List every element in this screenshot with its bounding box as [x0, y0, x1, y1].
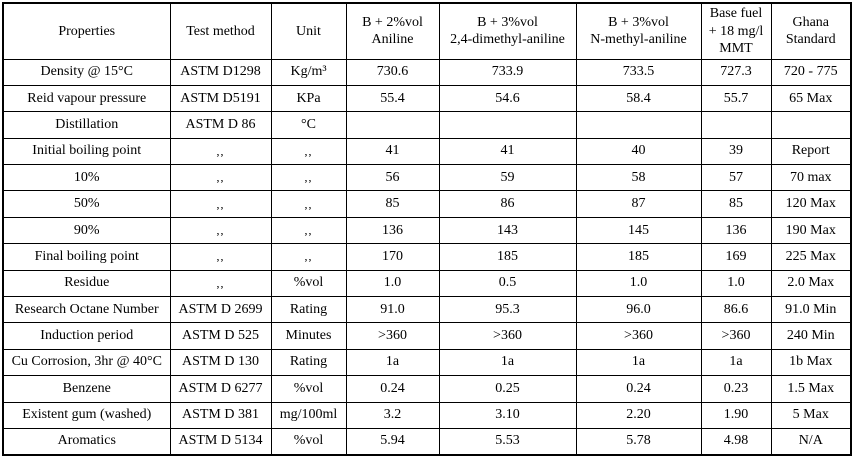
- table-cell: °C: [271, 112, 346, 138]
- table-cell: >360: [576, 323, 701, 349]
- table-cell: ,,: [170, 270, 271, 296]
- table-cell: [346, 112, 439, 138]
- table-cell: 85: [701, 191, 771, 217]
- table-row: [3, 85, 851, 111]
- table-cell: ,,: [271, 217, 346, 243]
- table-cell: Research Octane Number: [3, 297, 170, 323]
- column-header-line: 2,4-dimethyl-aniline: [450, 32, 565, 48]
- table-cell: 4.98: [701, 428, 771, 455]
- column-header: [439, 3, 576, 59]
- column-header-line: B + 3%vol: [477, 14, 538, 30]
- table-cell: %vol: [271, 270, 346, 296]
- table-cell: Distillation: [3, 112, 170, 138]
- table-cell: 136: [701, 217, 771, 243]
- column-header-line: B + 3%vol: [608, 14, 669, 30]
- table-cell: [576, 112, 701, 138]
- table-cell: Reid vapour pressure: [3, 85, 170, 111]
- table-cell: 56: [346, 165, 439, 191]
- table-cell: 65 Max: [771, 85, 851, 111]
- table-cell: 96.0: [576, 297, 701, 323]
- column-header: [271, 3, 346, 59]
- column-header-line: + 18 mg/l: [708, 23, 764, 39]
- table-cell: 5.94: [346, 428, 439, 455]
- table-cell: %vol: [271, 376, 346, 402]
- table-cell: ASTM D 6277: [170, 376, 271, 402]
- table-cell: 190 Max: [771, 217, 851, 243]
- table-cell: 733.5: [576, 59, 701, 85]
- table-cell: 1.0: [346, 270, 439, 296]
- table-cell: 730.6: [346, 59, 439, 85]
- column-header-line: Properties: [58, 23, 116, 39]
- table-cell: 1.5 Max: [771, 376, 851, 402]
- table-row: [3, 376, 851, 402]
- table-cell: Residue: [3, 270, 170, 296]
- table-cell: Aromatics: [3, 428, 170, 455]
- table-cell: ASTM D 130: [170, 349, 271, 375]
- column-header-line: Ghana: [792, 14, 830, 30]
- table-cell: 55.4: [346, 85, 439, 111]
- table-cell: %vol: [271, 428, 346, 455]
- table-cell: N/A: [771, 428, 851, 455]
- table-cell: 91.0 Min: [771, 297, 851, 323]
- table-cell: 90%: [3, 217, 170, 243]
- table-cell: 5.53: [439, 428, 576, 455]
- table-cell: ASTM D 525: [170, 323, 271, 349]
- table-cell: ASTM D1298: [170, 59, 271, 85]
- table-cell: Kg/m³: [271, 59, 346, 85]
- table-cell: ,,: [271, 244, 346, 270]
- table-row: [3, 165, 851, 191]
- table-cell: 225 Max: [771, 244, 851, 270]
- table-cell: Benzene: [3, 376, 170, 402]
- table-cell: 59: [439, 165, 576, 191]
- table-row: [3, 244, 851, 270]
- table-cell: 86: [439, 191, 576, 217]
- table-cell: 185: [576, 244, 701, 270]
- table-cell: 169: [701, 244, 771, 270]
- table-row: [3, 270, 851, 296]
- table-cell: 136: [346, 217, 439, 243]
- table-cell: 1b Max: [771, 349, 851, 375]
- table-cell: 0.5: [439, 270, 576, 296]
- table-cell: 86.6: [701, 297, 771, 323]
- table-cell: ,,: [170, 138, 271, 164]
- table-row: [3, 349, 851, 375]
- table-cell: 1a: [439, 349, 576, 375]
- table-cell: ASTM D 5134: [170, 428, 271, 455]
- table-cell: ASTM D5191: [170, 85, 271, 111]
- table-row: [3, 138, 851, 164]
- table-cell: Existent gum (washed): [3, 402, 170, 428]
- table-cell: 91.0: [346, 297, 439, 323]
- table-cell: 1a: [346, 349, 439, 375]
- table-cell: 3.10: [439, 402, 576, 428]
- table-cell: 40: [576, 138, 701, 164]
- table-cell: 1.90: [701, 402, 771, 428]
- column-header-line: Test method: [186, 23, 255, 39]
- column-header-line: B + 2%vol: [362, 14, 423, 30]
- table-cell: ,,: [271, 138, 346, 164]
- column-header-line: N-methyl-aniline: [590, 32, 687, 48]
- table-row: [3, 191, 851, 217]
- table-cell: KPa: [271, 85, 346, 111]
- table-cell: 5.78: [576, 428, 701, 455]
- table-cell: 5 Max: [771, 402, 851, 428]
- table-cell: Initial boiling point: [3, 138, 170, 164]
- table-cell: Report: [771, 138, 851, 164]
- table-cell: ,,: [170, 165, 271, 191]
- column-header-line: Aniline: [371, 32, 414, 48]
- table-cell: 3.2: [346, 402, 439, 428]
- fuel-properties-table: [2, 2, 852, 456]
- table-cell: >360: [346, 323, 439, 349]
- table-cell: 54.6: [439, 85, 576, 111]
- column-header-line: Unit: [296, 23, 321, 39]
- table-cell: [771, 112, 851, 138]
- table-cell: ,,: [170, 191, 271, 217]
- table-row: [3, 402, 851, 428]
- table-cell: 240 Min: [771, 323, 851, 349]
- table-cell: 120 Max: [771, 191, 851, 217]
- table-cell: Minutes: [271, 323, 346, 349]
- table-row: [3, 323, 851, 349]
- table-cell: 145: [576, 217, 701, 243]
- table-cell: 41: [439, 138, 576, 164]
- table-cell: 1.0: [701, 270, 771, 296]
- table-cell: 95.3: [439, 297, 576, 323]
- table-cell: 85: [346, 191, 439, 217]
- table-row: [3, 217, 851, 243]
- table-cell: 720 - 775: [771, 59, 851, 85]
- table-cell: Density @ 15°C: [3, 59, 170, 85]
- table-cell: 185: [439, 244, 576, 270]
- table-cell: 2.0 Max: [771, 270, 851, 296]
- table-cell: ,,: [271, 191, 346, 217]
- table-cell: Induction period: [3, 323, 170, 349]
- table-cell: 70 max: [771, 165, 851, 191]
- table-cell: 39: [701, 138, 771, 164]
- table-cell: 57: [701, 165, 771, 191]
- table-cell: ASTM D 381: [170, 402, 271, 428]
- column-header: [701, 3, 771, 59]
- column-header-line: Standard: [785, 32, 836, 48]
- table-cell: [701, 112, 771, 138]
- table-cell: ASTM D 86: [170, 112, 271, 138]
- table-row: [3, 112, 851, 138]
- table-cell: 143: [439, 217, 576, 243]
- table-cell: ,,: [170, 244, 271, 270]
- column-header: [3, 3, 170, 59]
- table-cell: 1a: [701, 349, 771, 375]
- table-cell: Cu Corrosion, 3hr @ 40°C: [3, 349, 170, 375]
- table-cell: Rating: [271, 349, 346, 375]
- table-cell: 0.24: [346, 376, 439, 402]
- table-cell: Rating: [271, 297, 346, 323]
- table-cell: Final boiling point: [3, 244, 170, 270]
- table-cell: 55.7: [701, 85, 771, 111]
- table-cell: 87: [576, 191, 701, 217]
- table-cell: [439, 112, 576, 138]
- table-cell: 41: [346, 138, 439, 164]
- table-cell: ASTM D 2699: [170, 297, 271, 323]
- table-cell: 0.24: [576, 376, 701, 402]
- table-cell: >360: [701, 323, 771, 349]
- table-cell: >360: [439, 323, 576, 349]
- column-header-line: Base fuel: [709, 6, 763, 21]
- table-cell: 727.3: [701, 59, 771, 85]
- table-cell: 10%: [3, 165, 170, 191]
- table-cell: ,,: [271, 165, 346, 191]
- table-row: [3, 297, 851, 323]
- column-header: [576, 3, 701, 59]
- column-header: [771, 3, 851, 59]
- table-cell: mg/100ml: [271, 402, 346, 428]
- header-row: [3, 3, 851, 59]
- table-cell: ,,: [170, 217, 271, 243]
- table-cell: 58.4: [576, 85, 701, 111]
- table-row: [3, 428, 851, 455]
- table-cell: 50%: [3, 191, 170, 217]
- table-row: [3, 59, 851, 85]
- column-header-line: MMT: [719, 41, 753, 56]
- table-cell: 0.25: [439, 376, 576, 402]
- table-header: [3, 3, 851, 59]
- table-cell: 58: [576, 165, 701, 191]
- table-cell: 170: [346, 244, 439, 270]
- column-header: [346, 3, 439, 59]
- column-header: [170, 3, 271, 59]
- table-cell: 1a: [576, 349, 701, 375]
- table-body: [3, 59, 851, 455]
- table-cell: 2.20: [576, 402, 701, 428]
- table-cell: 1.0: [576, 270, 701, 296]
- table-cell: 733.9: [439, 59, 576, 85]
- table-cell: 0.23: [701, 376, 771, 402]
